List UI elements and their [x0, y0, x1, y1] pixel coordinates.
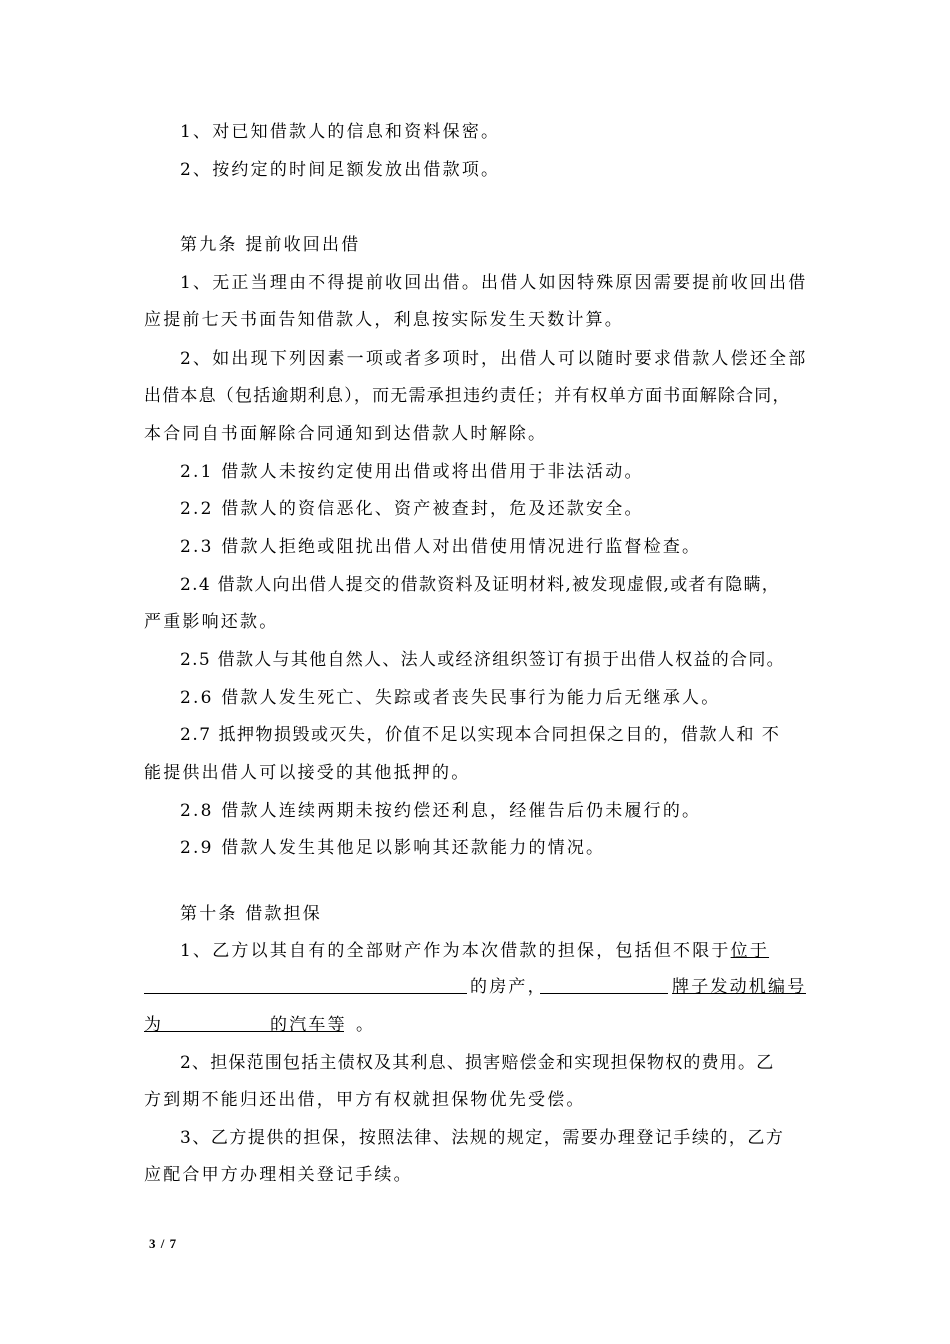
- clause-text: 1、无正当理由不得提前收回出借。出借人如因特殊原因需要提前收回出借: [180, 273, 808, 293]
- blank-line-address: [144, 993, 467, 994]
- clause-text-part: 的汽车等: [270, 1015, 347, 1035]
- clause-text: 3、乙方提供的担保，按照法律、法规的规定，需要办理登记手续的，乙方: [180, 1128, 785, 1148]
- page-number: 3 / 7: [149, 1236, 178, 1251]
- clause-text: 本合同自书面解除合同通知到达借款人时解除。: [144, 424, 548, 444]
- clause-text: 2、担保范围包括主债权及其利息、损害赔偿金和实现担保物权的费用。乙: [180, 1053, 775, 1073]
- clause-item: 2.1 借款人未按约定使用出借或将出借用于非法活动。: [180, 462, 644, 482]
- clause-item: 2.2 借款人的资信恶化、资产被查封，危及还款安全。: [180, 499, 644, 519]
- clause-text: 出借本息（包括逾期利息），而无需承担违约责任；并有权单方面书面解除合同，: [144, 386, 791, 406]
- clause-item: 2.7 抵押物损毁或灭失，价值不足以实现本合同担保之目的，借款人和 不: [180, 725, 781, 745]
- clause-text-part: 为: [144, 1015, 164, 1035]
- underline-car-engine: [672, 993, 806, 994]
- clause-item: 2.4 借款人向出借人提交的借款资料及证明材料,被发现虚假,或者有隐瞒，: [180, 575, 781, 595]
- clause-text-part: 。: [356, 1015, 376, 1035]
- clause-text: 1、对已知借款人的信息和资料保密。: [180, 122, 501, 142]
- clause-text: 方到期不能归还出借，甲方有权就担保物优先受偿。: [144, 1090, 586, 1110]
- clause-text: 牌子发动机编号: [672, 977, 807, 997]
- clause-item: 2.5 借款人与其他自然人、法人或经济组织签订有损于出借人权益的合同。: [180, 650, 785, 670]
- clause-text: 应提前七天书面告知借款人，利息按实际发生天数计算。: [144, 310, 624, 330]
- clause-text: 2、如出现下列因素一项或者多项时，出借人可以随时要求借款人偿还全部: [180, 349, 808, 369]
- clause-text: 应配合甲方办理相关登记手续。: [144, 1165, 413, 1185]
- clause-item: 2.8 借款人连续两期未按约偿还利息，经催告后仍未履行的。: [180, 801, 702, 821]
- clause-item: 2.3 借款人拒绝或阻扰出借人对出借使用情况进行监督检查。: [180, 537, 702, 557]
- clause-text-part: 1、乙方以其自有的全部财产作为本次借款的担保，包括但不限于: [180, 941, 731, 961]
- clause-text: 2、按约定的时间足额发放出借款项。: [180, 160, 501, 180]
- clause-item: 能提供出借人可以接受的其他抵押的。: [144, 763, 471, 783]
- clause-text: 的房产，: [470, 977, 547, 997]
- blank-line-car-brand: [540, 993, 668, 994]
- clause-text: [180, 940, 769, 962]
- article-10-title: 第十条 借款担保: [180, 904, 323, 924]
- article-9-title: 第九条 提前收回出借: [180, 235, 361, 255]
- clause-item: 严重影响还款。: [144, 612, 279, 632]
- clause-item: 2.6 借款人发生死亡、失踪或者丧失民事行为能力后无继承人。: [180, 688, 721, 708]
- underlined-text: 位于: [730, 941, 770, 961]
- clause-item: 2.9 借款人发生其他足以影响其还款能力的情况。: [180, 838, 606, 858]
